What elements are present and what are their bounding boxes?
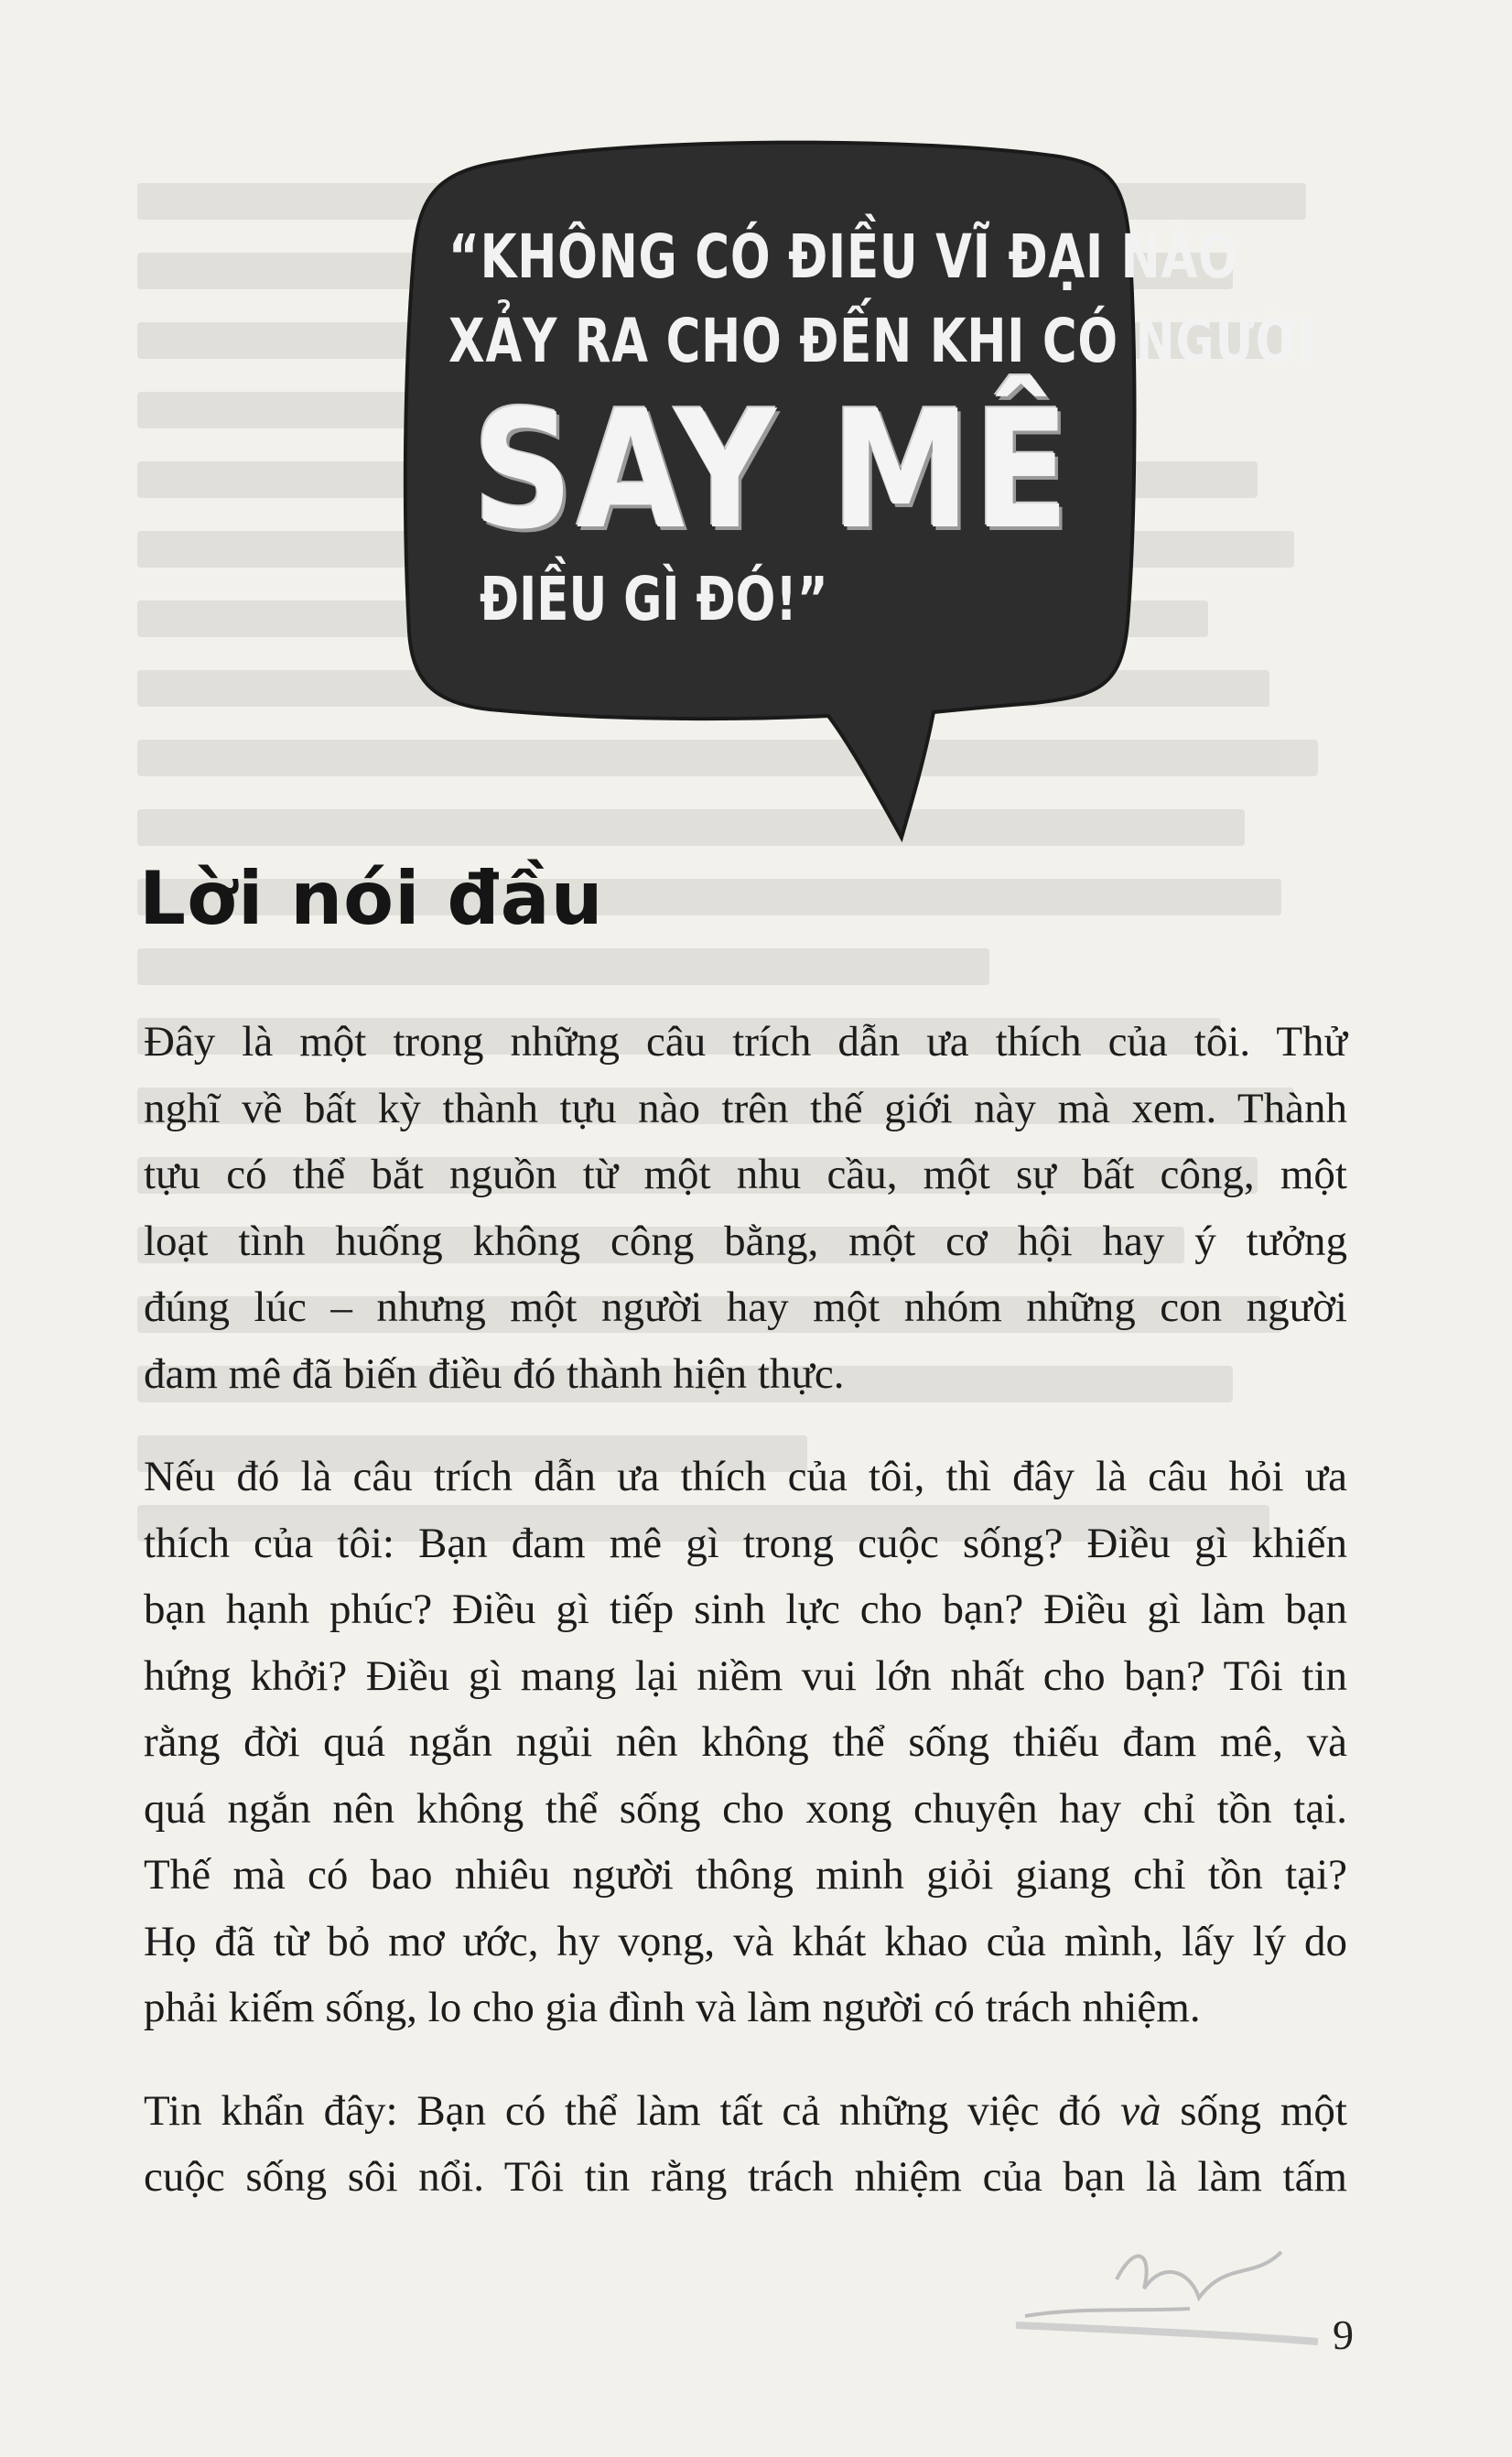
text-line: Thế mà có bao nhiêu người thông minh giỏi giang chỉ tồn tại? xyxy=(144,1851,1347,1899)
italic-word: và xyxy=(1120,2086,1161,2135)
text-line: loạt tình huống không công bằng, một cơ hội hay ý tưởng xyxy=(144,1217,1347,1265)
text-line: quá ngắn nên không thể sống cho xong chuyện hay chỉ tồn tại. xyxy=(144,1784,1347,1833)
text-line: tựu có thể bắt nguồn từ một nhu cầu, một sự bất công, một xyxy=(144,1151,1347,1198)
text-line: nghĩ về bất kỳ thành tựu nào trên thế giới này mà xem. Thành xyxy=(144,1084,1347,1132)
body-text xyxy=(144,1009,1347,2211)
quote-line-2: XẢY RA CHO ĐẾN KHI CÓ NGƯỜI xyxy=(448,306,1316,376)
text-line: hứng khởi? Điều gì mang lại niềm vui lớn nhất cho bạn? Tôi tin xyxy=(144,1651,1347,1700)
signature-mark xyxy=(1007,2224,1336,2353)
text-line: Tin khẩn đây: Bạn có thể làm tất cả những việc đó và sống một xyxy=(144,2086,1347,2135)
text-line: Nếu đó là câu trích dẫn ưa thích của tôi, thì đây là câu hỏi ưa xyxy=(144,1453,1347,1500)
quote-line-1: “KHÔNG CÓ ĐIỀU VĨ ĐẠI NÀO xyxy=(448,222,1239,292)
paragraph-2 xyxy=(144,1444,1347,2041)
text-line: cuộc sống sôi nổi. Tôi tin rằng trách nhiệm của bạn là làm tấm xyxy=(144,2153,1347,2201)
text-line: thích của tôi: Bạn đam mê gì trong cuộc sống? Điều gì khiến xyxy=(144,1519,1347,1567)
text-line: Họ đã từ bỏ mơ ước, hy vọng, và khát khao của mình, lấy lý do xyxy=(144,1917,1347,1965)
paragraph-3 xyxy=(144,2078,1347,2211)
quote-line-4: ĐIỀU GÌ ĐÓ!” xyxy=(480,564,828,634)
page-number: 9 xyxy=(1333,2311,1354,2358)
quote-block xyxy=(448,215,1316,642)
text-line: bạn hạnh phúc? Điều gì tiếp sinh lực cho bạn? Điều gì làm bạn xyxy=(144,1586,1347,1633)
text-line: rằng đời quá ngắn ngủi nên không thể sống thiếu đam mê, và xyxy=(144,1718,1347,1766)
text-line: đam mê đã biến điều đó thành hiện thực. xyxy=(144,1349,845,1398)
text-line: Đây là một trong những câu trích dẫn ưa thích của tôi. Thử xyxy=(144,1018,1347,1066)
text-line: phải kiếm sống, lo cho gia đình và làm người có trách nhiệm. xyxy=(144,1984,1201,2031)
chapter-heading: Lời nói đầu xyxy=(139,856,604,941)
text-line: đúng lúc – nhưng một người hay một nhóm những con người xyxy=(144,1283,1347,1331)
paragraph-1 xyxy=(144,1009,1347,1407)
quote-emphasis: SAY MÊ xyxy=(472,375,1073,565)
